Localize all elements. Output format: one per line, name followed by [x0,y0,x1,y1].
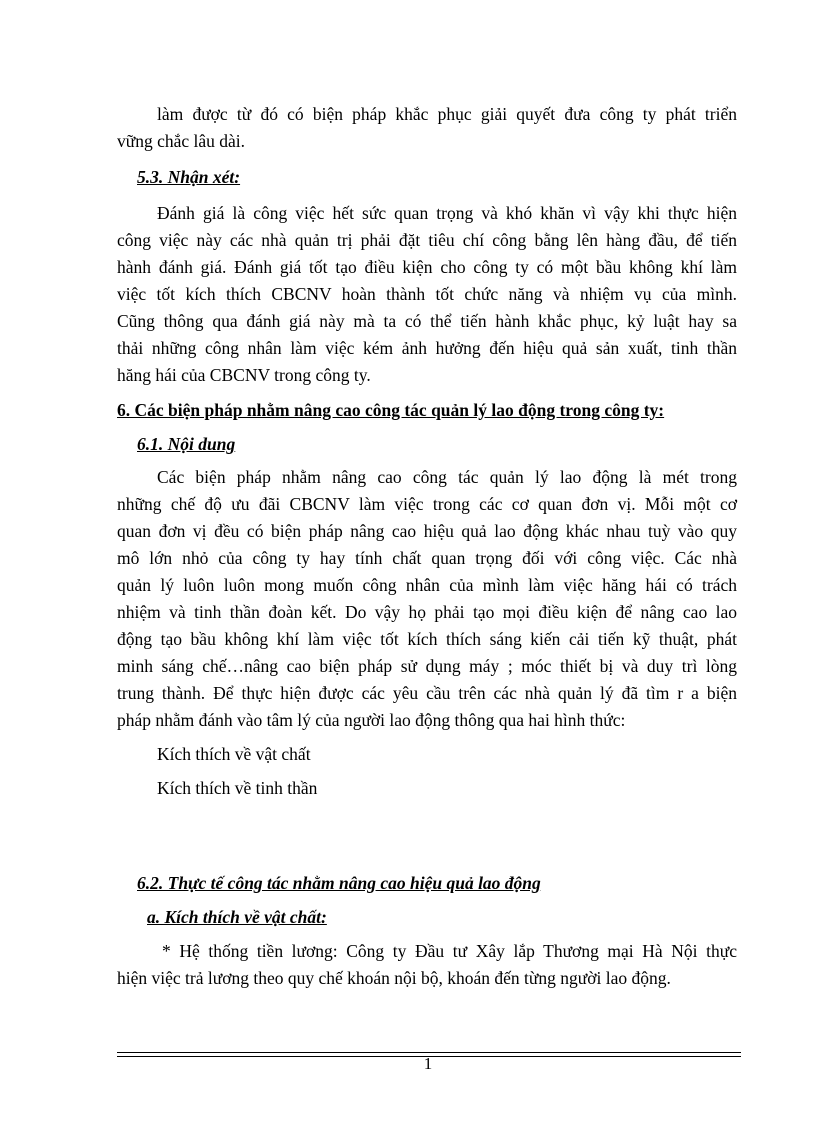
para-line: quản lý luôn luôn mong muốn công nhân của mình làm việc hăng hái có trách [117,575,737,595]
list-item-material: Kích thích về vật chất [157,744,311,764]
para-line: nhiệm và tinh thần đoàn kết. Do vậy họ phải tạo mọi điều kiện để nâng cao lao [117,602,737,622]
page-number: 1 [423,1054,433,1073]
para-line: làm được từ đó có biện pháp khắc phục giải quyết đưa công ty phát triển [157,104,737,124]
para-line-last: pháp nhằm đánh vào tâm lý của người lao động thông qua hai hình thức: [117,710,626,730]
para-line: hành đánh giá. Đánh giá tốt tạo điều kiện cho công ty có một bầu không khí làm [117,257,737,277]
para-line: minh sáng chế…nâng cao biện pháp sử dụng máy ; móc thiết bị và duy trì lòng [117,656,737,676]
para-line: Cũng thông qua đánh giá này mà ta có thể tiến hành khắc phục, kỷ luật hay sa [117,311,737,331]
list-item-spiritual: Kích thích về tinh thần [157,778,318,798]
para-line: việc tốt kích thích CBCNV hoàn thành tốt chức năng và nhiệm vụ của mình. [117,284,737,304]
para-line: công việc này các nhà quản trị phải đặt tiêu chí công bằng lên hàng đầu, để tiến [117,230,737,250]
para-line-last: hiện việc trả lương theo quy chế khoán nội bộ, khoán đến từng người lao động. [117,968,671,988]
para-line: * Hệ thống tiền lương: Công ty Đầu tư Xây lắp Thương mại Hà Nội thực [162,941,737,961]
heading-6-2: 6.2. Thực tế công tác nhằm nâng cao hiệu quả lao động [137,873,541,893]
para-line: mô lớn nhỏ của công ty hay tính chất quan trọng đối với công việc. Các nhà [117,548,737,568]
heading-a: a. Kích thích về vật chất: [147,907,327,927]
para-line: trung thành. Để thực hiện được các yêu cầu trên các nhà quản lý đã tìm r a biện [117,683,737,703]
para-line: Đánh giá là công việc hết sức quan trọng và khó khăn vì vậy khi thực hiện [157,203,737,223]
para-line: thải những công nhân làm việc kém ảnh hưởng đến hiệu quả sản xuất, tinh thần [117,338,737,358]
heading-6: 6. Các biện pháp nhằm nâng cao công tác quản lý lao động trong công ty: [117,400,665,420]
para-line: Các biện pháp nhằm nâng cao công tác quản lý lao động là mét trong [157,467,737,487]
para-line-last: hăng hái của CBCNV trong công ty. [117,365,371,385]
para-line-last: vững chắc lâu dài. [117,131,246,151]
para-line: động tạo bầu không khí làm việc tốt kích thích sáng kiến cải tiến kỹ thuật, phát [117,629,737,649]
para-line: quan đơn vị đều có biện pháp nâng cao hiệu quả lao động khác nhau tuỳ vào quy [117,521,737,541]
para-line: những chế độ ưu đãi CBCNV làm việc trong các cơ quan đơn vị. Mỗi một cơ [117,494,737,514]
heading-5-3: 5.3. Nhận xét: [137,167,241,187]
footer-rule-top [117,1052,741,1053]
heading-6-1: 6.1. Nội dung [137,434,236,454]
